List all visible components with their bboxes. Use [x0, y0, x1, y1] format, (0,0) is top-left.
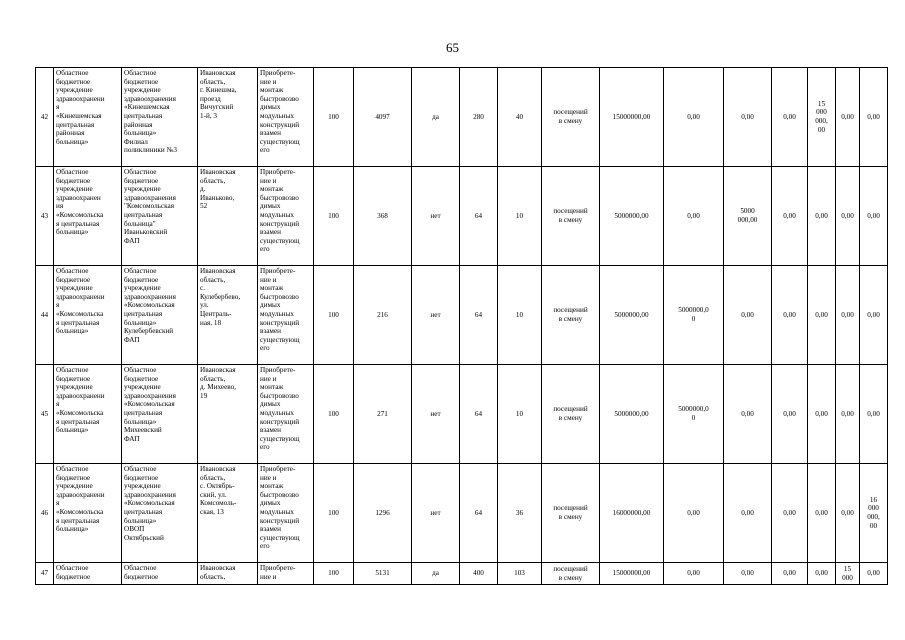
facility-cell-text: Областное бюджетное: [124, 564, 159, 581]
year-5-cell: [836, 464, 860, 563]
year-4-cell: [808, 68, 836, 167]
row-number-cell: [36, 167, 54, 266]
total-cost-cell: [600, 167, 664, 266]
table-row: [36, 266, 888, 365]
action-cell-text: Приобрете- ние и: [260, 564, 296, 581]
year-5-cell-text: 0,00: [841, 409, 854, 418]
year-4-cell: [808, 266, 836, 365]
action-cell-text: Приобрете- ние и монтаж быстровозво димых модульных конструкций взамен существующ его: [260, 267, 300, 353]
population-cell-text: 271: [377, 409, 388, 418]
year-4-cell-text: 15 000 000, 00: [815, 99, 828, 134]
yes-no-cell: [412, 563, 460, 585]
year-1-cell: [664, 266, 724, 365]
year-6-cell-text: 0,00: [867, 569, 880, 578]
owner-cell: [54, 563, 122, 585]
facility-cell: [122, 365, 198, 464]
unit-cell: [542, 266, 600, 365]
unit-cell-text: посещений в смену: [553, 405, 588, 422]
total-cost-cell-text: 5000000,00: [614, 211, 649, 220]
capacity-2-cell-text: 10: [515, 310, 524, 319]
percent-cell: [314, 464, 354, 563]
population-cell-text: 5131: [375, 569, 390, 578]
percent-cell-text: 100: [328, 211, 339, 220]
year-5-cell: [836, 365, 860, 464]
year-5-cell-text: 0,00: [841, 112, 854, 121]
address-cell-text: Ивановская область, с. Кулебербево, ул. Централь- ная, 18: [200, 267, 241, 327]
population-cell-text: 216: [377, 310, 388, 319]
table-row: [36, 563, 888, 585]
year-4-cell-text: 0,00: [815, 508, 828, 517]
capacity-2-cell-text: 10: [515, 409, 524, 418]
capacity-2-cell: [498, 365, 542, 464]
owner-cell: [54, 365, 122, 464]
facility-cell-text: Областное бюджетное учреждение здравоохранения «Комсомольская центральная больница» Михеевский ФАП: [124, 366, 176, 443]
page-number: 65: [446, 40, 459, 55]
total-cost-cell: [600, 365, 664, 464]
yes-no-cell-text: нет: [430, 508, 441, 517]
year-2-cell: [724, 167, 772, 266]
year-2-cell: [724, 464, 772, 563]
population-cell: [354, 563, 412, 585]
year-4-cell-text: 0,00: [815, 409, 828, 418]
year-6-cell-text: 0,00: [867, 112, 880, 121]
year-2-cell: [724, 266, 772, 365]
population-cell-text: 1296: [375, 508, 390, 517]
action-cell: [258, 68, 314, 167]
address-cell-text: Ивановская область, с. Октябрь- ский, ул. Комсомоль- ская, 13: [200, 465, 237, 516]
unit-cell-text: посещений в смену: [553, 504, 588, 521]
action-cell: [258, 167, 314, 266]
year-4-cell: [808, 464, 836, 563]
year-4-cell-text: 0,00: [815, 569, 828, 578]
year-6-cell-text: 0,00: [867, 310, 880, 319]
year-6-cell: [860, 68, 888, 167]
population-cell: [354, 68, 412, 167]
percent-cell-text: 100: [328, 508, 339, 517]
facility-cell: [122, 167, 198, 266]
year-6-cell: [860, 167, 888, 266]
action-cell-text: Приобрете- ние и монтаж быстровозво димых модульных конструкций взамен существующ его: [260, 69, 300, 155]
owner-cell: [54, 266, 122, 365]
year-3-cell: [772, 563, 808, 585]
year-5-cell-text: 0,00: [841, 508, 854, 517]
capacity-2-cell: [498, 563, 542, 585]
yes-no-cell-text: нет: [430, 409, 441, 418]
year-5-cell-text: 15 000: [842, 564, 853, 582]
year-2-cell: [724, 365, 772, 464]
action-cell: [258, 464, 314, 563]
action-cell: [258, 266, 314, 365]
total-cost-cell: [600, 464, 664, 563]
address-cell: [198, 167, 258, 266]
total-cost-cell-text: 15000000,00: [612, 569, 651, 578]
unit-cell: [542, 68, 600, 167]
year-1-cell-text: 0,00: [687, 211, 700, 220]
yes-no-cell-text: да: [432, 569, 439, 578]
year-4-cell: [808, 563, 836, 585]
address-cell-text: Ивановская область, д. Иваньково, 52: [200, 168, 236, 211]
year-5-cell: [836, 563, 860, 585]
unit-cell: [542, 365, 600, 464]
address-cell: [198, 365, 258, 464]
year-3-cell-text: 0,00: [783, 508, 796, 517]
row-number-cell: [36, 563, 54, 585]
yes-no-cell-text: нет: [430, 211, 441, 220]
total-cost-cell-text: 5000000,00: [614, 409, 649, 418]
year-4-cell-text: 0,00: [815, 310, 828, 319]
population-cell-text: 368: [377, 211, 388, 220]
unit-cell-text: посещений в смену: [553, 564, 588, 582]
owner-cell-text: Областное бюджетное: [56, 564, 91, 581]
yes-no-cell-text: да: [432, 112, 439, 121]
year-3-cell: [772, 68, 808, 167]
yes-no-cell-text: нет: [430, 310, 441, 319]
address-cell: [198, 68, 258, 167]
year-3-cell-text: 0,00: [783, 310, 796, 319]
action-cell-text: Приобрете- ние и монтаж быстровозво димых модульных конструкций взамен существующ его: [260, 366, 300, 452]
address-cell-text: Ивановская область, г. Кинешма, проезд Вичугский 1-й, 3: [200, 69, 237, 120]
year-1-cell-text: 5000000,0 0: [678, 405, 709, 422]
year-6-cell-text: 0,00: [867, 211, 880, 220]
percent-cell: [314, 68, 354, 167]
address-cell: [198, 464, 258, 563]
year-1-cell: [664, 167, 724, 266]
year-6-cell: [860, 365, 888, 464]
facility-cell-text: Областное бюджетное учреждение здравоохранения «Комсомольская центральная больница» Кулебербевский ФАП: [124, 267, 176, 344]
percent-cell-text: 100: [328, 569, 339, 578]
capacity-cell: [460, 68, 498, 167]
year-3-cell-text: 0,00: [783, 409, 796, 418]
owner-cell-text: Областное бюджетное учреждение здравоохранени я «Комсомольска я центральная больница»: [56, 366, 105, 435]
capacity-cell-text: 64: [474, 310, 483, 319]
capacity-cell: [460, 365, 498, 464]
population-cell-text: 4097: [375, 112, 390, 121]
row-number-cell-text: 47: [40, 569, 49, 578]
year-3-cell-text: 0,00: [783, 112, 796, 121]
owner-cell-text: Областное бюджетное учреждение здравоохранени я «Комсомольска я центральная больница»: [56, 267, 105, 336]
capacity-2-cell-text: 40: [515, 112, 524, 121]
row-number-cell-text: 45: [40, 409, 49, 418]
year-1-cell-text: 5000000,0 0: [678, 306, 709, 323]
year-1-cell-text: 0,00: [687, 508, 700, 517]
row-number-cell: [36, 68, 54, 167]
total-cost-cell: [600, 68, 664, 167]
yes-no-cell: [412, 365, 460, 464]
year-1-cell: [664, 563, 724, 585]
unit-cell: [542, 464, 600, 563]
action-cell: [258, 563, 314, 585]
row-number-cell-text: 43: [40, 211, 49, 220]
capacity-2-cell: [498, 464, 542, 563]
unit-cell-text: посещений в смену: [553, 207, 588, 224]
capacity-cell-text: 400: [473, 569, 484, 578]
yes-no-cell: [412, 68, 460, 167]
owner-cell-text: Областное бюджетное учреждение здравоохранени я «Комсомольска я центральная больница»: [56, 465, 105, 534]
year-2-cell-text: 0,00: [741, 112, 754, 121]
capacity-cell: [460, 266, 498, 365]
year-2-cell: [724, 563, 772, 585]
yes-no-cell: [412, 464, 460, 563]
percent-cell: [314, 365, 354, 464]
year-4-cell: [808, 365, 836, 464]
year-3-cell-text: 0,00: [783, 569, 796, 578]
year-3-cell: [772, 464, 808, 563]
total-cost-cell-text: 15000000,00: [612, 112, 651, 121]
owner-cell-text: Областное бюджетное учреждение здравоохранен ия «Комсомольска я центральная больница»: [56, 168, 104, 237]
population-cell: [354, 167, 412, 266]
year-2-cell: [724, 68, 772, 167]
row-number-cell: [36, 464, 54, 563]
action-cell-text: Приобрете- ние и монтаж быстровозво димых модульных конструкций взамен существующ его: [260, 465, 300, 551]
total-cost-cell-text: 16000000,00: [612, 508, 651, 517]
year-1-cell: [664, 464, 724, 563]
unit-cell: [542, 563, 600, 585]
year-2-cell-text: 0,00: [741, 508, 754, 517]
year-5-cell: [836, 68, 860, 167]
year-6-cell: [860, 563, 888, 585]
population-cell: [354, 464, 412, 563]
table-row: [36, 464, 888, 563]
year-1-cell: [664, 68, 724, 167]
year-3-cell: [772, 365, 808, 464]
yes-no-cell: [412, 167, 460, 266]
capacity-2-cell-text: 10: [515, 211, 524, 220]
year-2-cell-text: 0,00: [741, 409, 754, 418]
year-4-cell-text: 0,00: [815, 211, 828, 220]
table-row: [36, 365, 888, 464]
population-cell: [354, 266, 412, 365]
address-cell-text: Ивановская область, д. Михеево, 19: [200, 366, 237, 400]
unit-cell-text: посещений в смену: [553, 108, 588, 125]
facility-cell-text: Областное бюджетное учреждение здравоохранения «Кинешемская центральная районная больница» Филиал поликлиники №3: [124, 69, 177, 155]
owner-cell: [54, 68, 122, 167]
row-number-cell: [36, 266, 54, 365]
row-number-cell-text: 46: [40, 508, 49, 517]
year-5-cell-text: 0,00: [841, 211, 854, 220]
year-3-cell: [772, 167, 808, 266]
table-row: [36, 68, 888, 167]
capacity-2-cell-text: 103: [514, 569, 525, 578]
capacity-cell-text: 64: [474, 211, 483, 220]
percent-cell: [314, 167, 354, 266]
row-number-cell-text: 44: [40, 310, 49, 319]
yes-no-cell: [412, 266, 460, 365]
percent-cell-text: 100: [328, 112, 339, 121]
capacity-2-cell: [498, 266, 542, 365]
facility-cell: [122, 464, 198, 563]
year-6-cell: [860, 464, 888, 563]
year-1-cell-text: 0,00: [687, 569, 700, 578]
year-3-cell-text: 0,00: [783, 211, 796, 220]
owner-cell-text: Областное бюджетное учреждение здравоохранени я «Кинешемская центральная районная больница»: [56, 69, 105, 146]
total-cost-cell-text: 5000000,00: [614, 310, 649, 319]
year-1-cell-text: 0,00: [687, 112, 700, 121]
facility-cell: [122, 563, 198, 585]
action-cell: [258, 365, 314, 464]
percent-cell: [314, 266, 354, 365]
owner-cell: [54, 167, 122, 266]
year-3-cell: [772, 266, 808, 365]
facility-cell-text: Областное бюджетное учреждение здравоохранения «Комсомольская центральная больница» ОВОП Октябрьский: [124, 465, 176, 542]
percent-cell-text: 100: [328, 310, 339, 319]
total-cost-cell: [600, 563, 664, 585]
year-2-cell-text: 0,00: [741, 569, 754, 578]
year-2-cell-text: 0,00: [741, 310, 754, 319]
unit-cell-text: посещений в смену: [553, 306, 588, 323]
address-cell: [198, 563, 258, 585]
facility-cell: [122, 266, 198, 365]
percent-cell-text: 100: [328, 409, 339, 418]
address-cell-text: Ивановская область,: [200, 564, 236, 581]
total-cost-cell: [600, 266, 664, 365]
row-number-cell-text: 42: [40, 112, 49, 121]
capacity-2-cell-text: 36: [515, 508, 524, 517]
row-number-cell: [36, 365, 54, 464]
facility-cell-text: Областное бюджетное учреждение здравоохранения "Комсомольская центральная больница" Иваньковский ФАП: [124, 168, 176, 245]
population-cell: [354, 365, 412, 464]
year-2-cell-text: 5000 000,00: [737, 207, 758, 224]
year-6-cell-text: 16 000 000, 00: [867, 495, 880, 530]
capacity-2-cell: [498, 167, 542, 266]
year-5-cell: [836, 167, 860, 266]
capacity-cell-text: 64: [474, 508, 483, 517]
capacity-cell: [460, 563, 498, 585]
percent-cell: [314, 563, 354, 585]
year-4-cell: [808, 167, 836, 266]
capacity-cell: [460, 167, 498, 266]
year-5-cell: [836, 266, 860, 365]
year-5-cell-text: 0,00: [841, 310, 854, 319]
capacity-cell: [460, 464, 498, 563]
capacity-cell-text: 280: [473, 112, 484, 121]
table-row: [36, 167, 888, 266]
address-cell: [198, 266, 258, 365]
year-6-cell-text: 0,00: [867, 409, 880, 418]
year-6-cell: [860, 266, 888, 365]
capacity-2-cell: [498, 68, 542, 167]
unit-cell: [542, 167, 600, 266]
capacity-cell-text: 64: [474, 409, 483, 418]
owner-cell: [54, 464, 122, 563]
facilities-table: [35, 67, 888, 585]
year-1-cell: [664, 365, 724, 464]
facility-cell: [122, 68, 198, 167]
action-cell-text: Приобрете- ние и монтаж быстровозво димых модульных конструкций взамен существующ его: [260, 168, 300, 254]
